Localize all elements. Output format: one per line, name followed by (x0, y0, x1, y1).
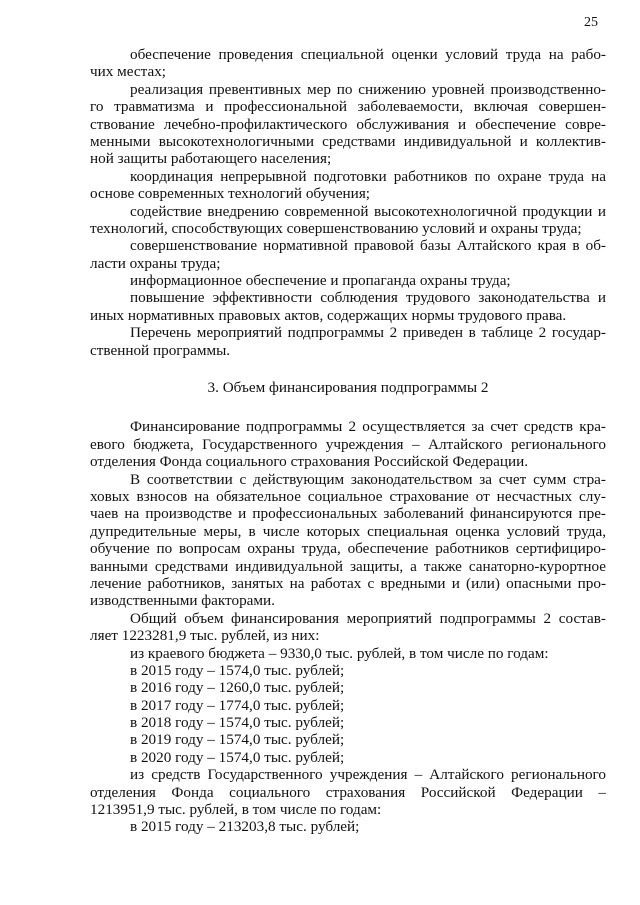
text-line: чаев на производстве и профессиональных заболеваний финансируются пре- (90, 505, 606, 523)
text-line: ственной программы. (90, 341, 231, 359)
text-line: в 2017 году – 1774,0 тыс. рублей; (130, 696, 345, 714)
text-line: технологий, способствующих совершенствованию условий и охраны труда; (90, 219, 582, 237)
text-line: менными высокотехнологичными средствами индивидуальной и коллектив- (90, 132, 606, 150)
text-line: в 2015 году – 213203,8 тыс. рублей; (130, 818, 360, 836)
page-number: 25 (584, 15, 598, 30)
text-line: в 2018 году – 1574,0 тыс. рублей; (130, 714, 345, 732)
paragraph-block-financing (90, 418, 606, 835)
text-line: Финансирование подпрограммы 2 осуществляется за счет средств кра- (130, 418, 606, 436)
text-line: иных нормативных правовых актов, содержащих нормы трудового права. (90, 306, 567, 324)
text-line: обучение по вопросам охраны труда, обеспечение работников сертифициро- (90, 540, 606, 558)
text-line: основе современных технологий обучения; (90, 185, 371, 203)
text-line: повышение эффективности соблюдения трудового законодательства и (130, 289, 606, 307)
text-line: отделения Фонда социального страхования Российской Федерации – (90, 783, 606, 801)
text-line: из средств Государственного учреждения – Алтайского регионального (130, 766, 606, 784)
section-heading: 3. Объем финансирования подпрограммы 2 (207, 379, 489, 397)
text-line: реализация превентивных мер по снижению уровней производственно- (130, 80, 606, 98)
text-line: ствование лечебно-профилактического обслуживания и обеспечение совре- (90, 115, 606, 133)
document-body (90, 46, 606, 836)
text-line: ласти охраны труда; (90, 254, 221, 272)
text-line: информационное обеспечение и пропаганда охраны труда; (130, 272, 511, 290)
text-line: ванными средствами индивидуальной защиты, а также санаторно-курортное (90, 557, 606, 575)
text-line: лечение работников, занятых на работах с вредными и (или) опасными про- (90, 574, 606, 592)
text-line: чих местах; (90, 63, 167, 81)
text-line: в 2020 году – 1574,0 тыс. рублей; (130, 748, 345, 766)
text-line: изводственными факторами. (90, 592, 275, 610)
text-line: совершенствование нормативной правовой базы Алтайского края в об- (130, 237, 606, 255)
text-line: в 2016 году – 1260,0 тыс. рублей; (130, 679, 345, 697)
text-line: из краевого бюджета – 9330,0 тыс. рублей, в том числе по годам: (130, 644, 549, 662)
text-line: содействие внедрению современной высокотехнологичной продукции и (130, 202, 606, 220)
text-line: В соответствии с действующим законодательством за счет сумм стра- (130, 470, 606, 488)
text-line: в 2019 году – 1574,0 тыс. рублей; (130, 731, 345, 749)
text-line: 1213951,9 тыс. рублей, в том числе по годам: (90, 801, 382, 819)
text-line: координация непрерывной подготовки работников по охране труда на (130, 167, 606, 185)
text-line: ной защиты работающего населения; (90, 150, 332, 168)
text-line: дупредительные меры, в числе которых специальная оценка условий труда, (90, 522, 606, 540)
paragraph-block-goals (90, 46, 606, 359)
text-line: обеспечение проведения специальной оценки условий труда на рабо- (130, 46, 606, 63)
text-line: го травматизма и профессиональной заболеваемости, включая совершен- (90, 98, 606, 116)
text-line: ляет 1223281,9 тыс. рублей, из них: (90, 627, 320, 645)
text-line: Перечень мероприятий подпрограммы 2 приведен в таблице 2 государ- (130, 324, 606, 342)
text-line: отделения Фонда социального страхования Российской Федерации. (90, 453, 528, 471)
text-line: в 2015 году – 1574,0 тыс. рублей; (130, 661, 345, 679)
text-line: евого бюджета, Государственного учреждения – Алтайского регионального (90, 435, 606, 453)
text-line: Общий объем финансирования мероприятий подпрограммы 2 состав- (130, 609, 606, 627)
text-line: ховых взносов на обязательное социальное страхование от несчастных слу- (90, 488, 606, 505)
